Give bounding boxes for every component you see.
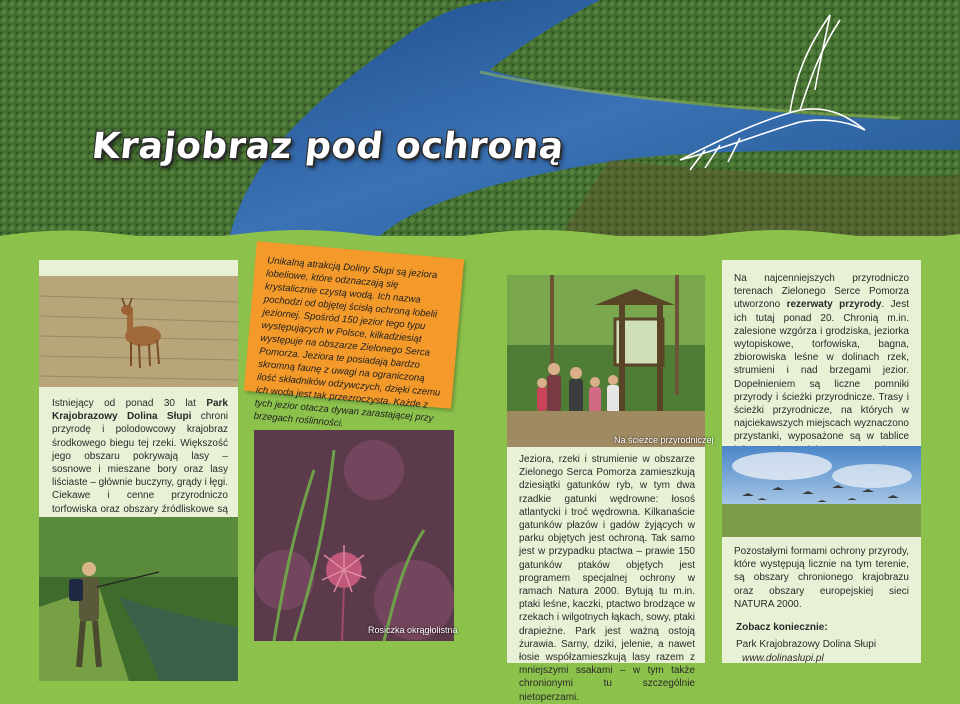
wildlife-text: Jeziora, rzeki i strumienie w obszarze Zielonego Serca Pomorza zamieszkują dziesiątki gatunków ryb, w tym dwa rzadkie gatunki wędrowne: łosoś atlantycki i troć wędrowna. Kilkanaście gatunków płazów i gadów żyjących w parku objętych jest ochroną. Tak samo jest w przypadku ptactwa – prawie 150 gatunków ptaków objętych jest programem specjalnej ochrony w ramach Natura 2000. Bytują tu m.in. ptaki leśne, kaczki, ptactwo brodzące w rzekach i wilgotnych łąkach, sowy, ptaki drapieżne. Park jest ważną ostoją żurawia. Sarny, dziki, jelenie, a nawet łosie współzamieszkują lasy razem z mniejszymi ssakami – w tym także chronionymi tu szczególnie nietoperzami. [519,454,695,703]
reserves-bold: rezerwaty przyrody [786,299,882,311]
park-name-bold: Park Krajobrazowy Dolina Słupi [52,398,228,423]
page-title: Krajobraz pod ochroną [89,126,566,167]
left-text-part: chroni przyrodę i polodowcowy krajobraz środkowego biegu tej rzeki. Większość jego obszaru pokrywają lasy – sosnowe i mieszane bory oraz lasy liściaste – głównie buczyny, grądy i łęgi. Ciekawe i cenne przyrodniczo torfowiska oraz obszary źródliskowe są [52,411,229,515]
visit-label: Zobacz koniecznie: [736,622,828,634]
nature-trail-photo [507,275,705,447]
left-text-part: Istniejący od ponad 30 lat [52,398,207,409]
trail-caption: Na ścieżce przyrodniczej [614,435,714,445]
lobelia-note-text: Unikalną atrakcją Doliny Słupi są jeziora lobeliowe, które odznaczają się krystalicznie czystą wodą. Ich nazwa pochodzi od objętej ścisłą ochroną lobelii jeziornej. Spośród 150 jezior tego typu występujących w Polsce, kilkadziesiąt występuje na obszarze Zielonego Serca Pomorza. Jeziora te posiadają bardzo skromną faunę z uwagi na ograniczoną ilość składników odżywczych, dzięki czemu ich woda jest tak przezroczysta. Każde z tych jezior otacza dywan zarastającej przy brzegach roślinności. [253,255,441,430]
park-website-link[interactable]: www.dolinaslupi.pl [742,653,824,665]
hero-banner [0,0,960,236]
natura-text: Pozostałymi formami ochrony przyrody, które występują licznie na tym terenie, są obszary chronionego krajobrazu oraz obszary europejskiej sieci NATURA 2000. [734,546,909,610]
park-name: Park Krajobrazowy Dolina Słupi [736,639,877,651]
plant-caption: Rosiczka okrągłolistna [368,625,458,635]
green-wave-divider [0,222,960,242]
right-top-text-panel [722,260,921,446]
cranes-flock-photo [722,446,921,537]
reserves-text-part: Na najcenniejszych przyrodniczo terenach Zielonego Serce Pomorza utworzono [734,273,909,311]
reserves-text-part: . Jest ich tutaj ponad 20. Chronią m.in. zalesione wzgórza i grodziska, jeziorka wytopiskowe, torfowiska, bagna, zbiorowiska leśne w dolinach rzek, strumieni i nad brzegami jezior. Dopełnieniem są liczne pomniki przyrody i ścieżki przyrodnicze. Trasy i ścieżki przyrodnicze, na których w najciekawszych miejscach wyznaczono przystanki, wyposażone są w tablice [734,299,909,443]
aerial-lake-photo [0,0,960,236]
roe-deer-photo [39,276,238,387]
right-bottom-text-panel [722,537,921,663]
sundew-plant-photo [254,430,454,641]
angler-photo [39,517,238,681]
lobelia-lakes-note [244,241,464,430]
middle-text-panel [507,447,705,703]
